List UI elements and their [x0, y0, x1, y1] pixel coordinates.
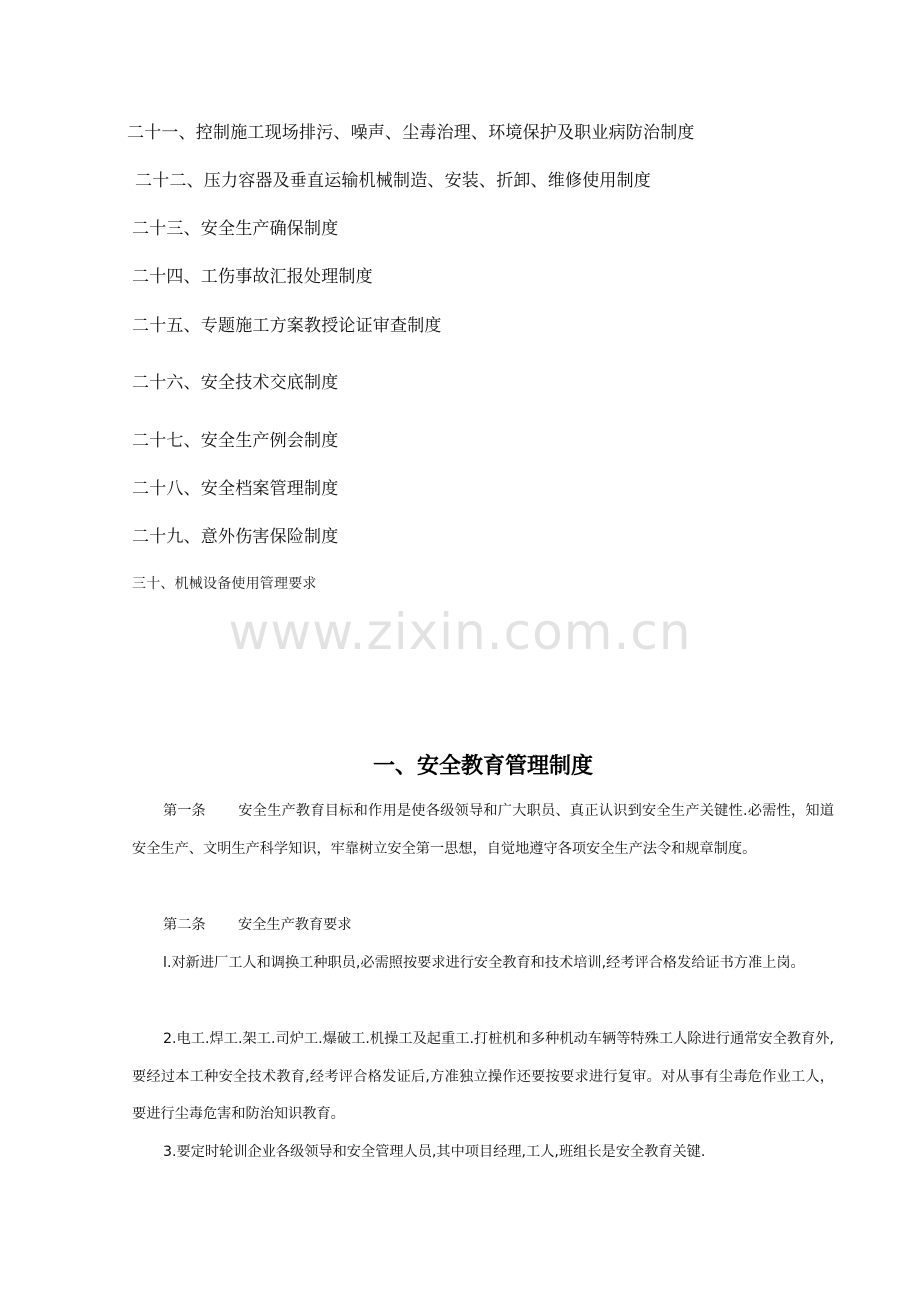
- toc-item-22: 二十二、压力容器及垂直运输机械制造、安装、折卸、维修使用制度: [135, 171, 651, 191]
- requirement-item-3: [132, 1134, 834, 1172]
- article-2-text: 安全生产教育要求: [238, 917, 352, 933]
- toc-item-24: 二十四、工伤事故汇报处理制度: [132, 267, 373, 287]
- article-2: [132, 907, 834, 945]
- toc-item-30: 三十、机械设备使用管理要求: [132, 576, 317, 592]
- requirement-item-1-text: l.对新进厂工人和调换工种职员,必需照按要求进行安全教育和技术培训,经考评合格发给证书方准上岗。: [163, 955, 805, 971]
- article-1: [132, 793, 834, 868]
- toc-item-29: 二十九、意外伤害保险制度: [132, 527, 339, 547]
- toc-item-26: 二十六、安全技术交底制度: [132, 373, 339, 393]
- article-1-label: 第一条: [163, 803, 206, 819]
- requirement-item-2-text: 2.电工.焊工.架工.司炉工.爆破工.机操工及起重工.打桩机和多种机动车辆等特殊工人除进行通常安全教育外,要经过本工种安全技术教育,经考评合格发证后,方准独立操作还要按要求进行复审。对从事有尘毒危作业工人，要进行尘毒危害和防治知识教育。: [132, 1031, 834, 1122]
- toc-item-27: 二十七、安全生产例会制度: [132, 431, 339, 451]
- section-title: 一、安全教育管理制度: [372, 754, 593, 779]
- toc-item-25: 二十五、专题施工方案教授论证审查制度: [132, 316, 442, 336]
- requirement-item-3-text: 3.要定时轮训企业各级领导和安全管理人员,其中项目经理,工人,班组长是安全教育关键.: [163, 1144, 706, 1160]
- toc-item-21: 二十一、控制施工现场排污、噪声、尘毒治理、环境保护及职业病防治制度: [127, 123, 695, 143]
- requirement-item-1: [132, 945, 834, 983]
- watermark: www.zixin.com.cn: [228, 603, 692, 661]
- toc-item-28: 二十八、安全档案管理制度: [132, 479, 339, 499]
- article-2-label: 第二条: [163, 917, 206, 933]
- requirement-item-2: [132, 1021, 834, 1134]
- article-1-text: 安全生产教育目标和作用是使各级领导和广大职员、真正认识到安全生产关键性.必需性，知道安全生产、文明生产科学知识，牢靠树立安全第一思想，自觉地遵守各项安全生产法令和规章制度。: [132, 803, 834, 857]
- toc-item-23: 二十三、安全生产确保制度: [132, 219, 339, 239]
